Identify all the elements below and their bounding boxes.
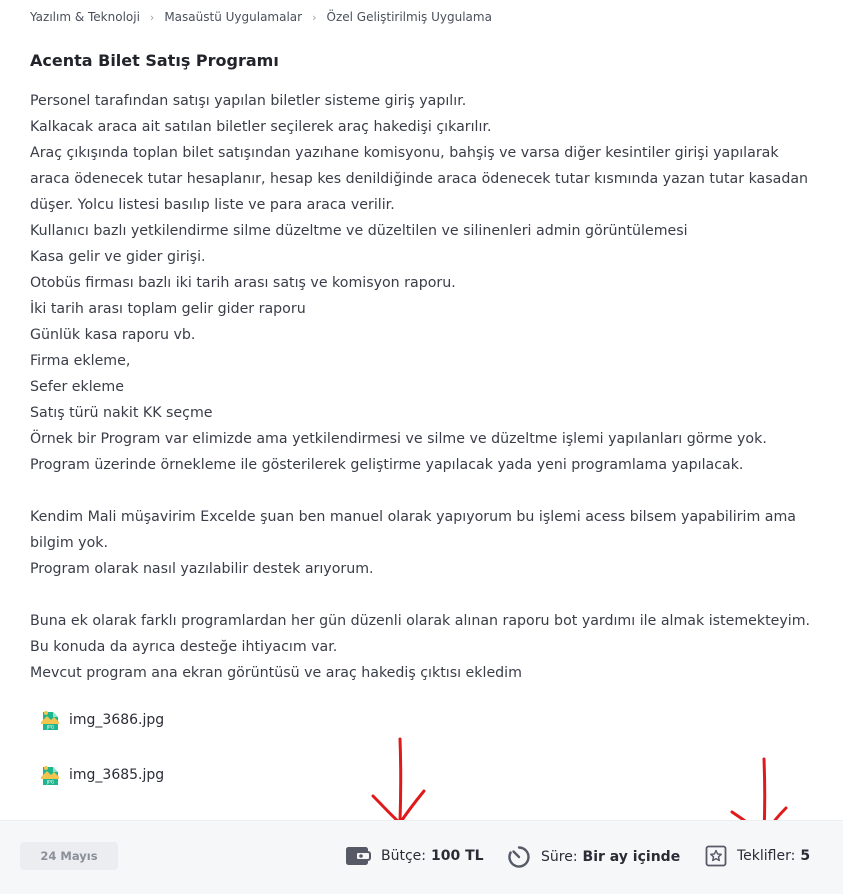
attachment-filename: img_3685.jpg (69, 767, 165, 783)
budget-label: Bütçe: (381, 848, 426, 864)
annotation-arrow-down-icon (368, 736, 430, 828)
svg-text:JPG: JPG (46, 780, 55, 786)
jpg-file-icon (39, 708, 61, 732)
breadcrumb-item-category[interactable]: Yazılım & Teknoloji (30, 10, 140, 24)
offers-label: Teklifler: (737, 848, 796, 864)
description-blank-line (30, 478, 820, 504)
attachment-filename: img_3686.jpg (69, 712, 165, 728)
description-line: Firma ekleme, (30, 353, 131, 369)
description-line: Araç çıkışında toplan bilet satışından yazıhane komisyonu, bahşiş ve varsa diğer kesintiler girişi yapılarak araca ödenecek tutar hesaplanır, hesap kes denildiğinde araca ödenecek tutar kısmında yazan tutar kasadan düşer. Yolcu listesi basılıp liste ve para araca verilir. (30, 145, 809, 213)
description-line: Örnek bir Program var elimizde ama yetkilendirmesi ve silme ve düzeltme işlemi yapılanları görme yok. (30, 431, 767, 447)
job-meta-footer (0, 820, 843, 894)
description-line: Kalkacak araca ait satılan biletler seçilerek araç hakedişi çıkarılır. (30, 119, 492, 135)
duration-label: Süre: (541, 849, 578, 865)
duration-value: Bir ay içinde (582, 849, 681, 865)
description-line: Buna ek olarak farklı programlardan her gün düzenli olarak alınan raporu bot yardımı ile almak istemekteyim. Bu konuda da ayrıca desteğe ihtiyacım var. (30, 613, 811, 655)
description-line: Kullanıcı bazlı yetkilendirme silme düzeltme ve düzeltilen ve silinenleri admin görüntülemesi (30, 223, 688, 239)
offers-info (705, 845, 810, 867)
chevron-right-icon: › (149, 10, 155, 24)
attachment-link[interactable] (39, 708, 164, 732)
description-line: Program olarak nasıl yazılabilir destek arıyorum. (30, 561, 374, 577)
description-line: Mevcut program ana ekran görüntüsü ve araç hakediş çıktısı ekledim (30, 665, 522, 681)
description-line: Personel tarafından satışı yapılan biletler sisteme giriş yapılır. (30, 93, 467, 109)
svg-text:JPG: JPG (46, 725, 55, 731)
breadcrumb (30, 10, 492, 24)
description-line: Sefer ekleme (30, 379, 124, 395)
timer-icon (507, 845, 531, 869)
jpg-file-icon (39, 763, 61, 787)
description-blank-line (30, 582, 820, 608)
star-square-icon (705, 845, 727, 867)
description-line: Satış türü nakit KK seçme (30, 405, 213, 421)
offers-value: 5 (800, 848, 811, 864)
breadcrumb-item-subcategory[interactable]: Masaüstü Uygulamalar (164, 10, 303, 24)
description-line: Program üzerinde örnekleme ile gösterilerek geliştirme yapılacak yada yeni programlama yapılacak. (30, 457, 744, 473)
job-description (30, 88, 820, 686)
budget-info (345, 845, 484, 867)
description-line: Otobüs firması bazlı iki tarih arası satış ve komisyon raporu. (30, 275, 456, 291)
wallet-icon (345, 845, 371, 867)
budget-value: 100 TL (431, 848, 484, 864)
description-line: Kendim Mali müşavirim Excelde şuan ben manuel olarak yapıyorum bu işlemi acess bilsem yapabilirim ama bilgim yok. (30, 509, 796, 551)
chevron-right-icon: › (312, 10, 317, 24)
page-title: Acenta Bilet Satış Programı (30, 51, 279, 70)
duration-info (507, 845, 680, 869)
description-line: Günlük kasa raporu vb. (30, 327, 196, 343)
description-line: Kasa gelir ve gider girişi. (30, 249, 206, 265)
attachment-link[interactable] (39, 763, 164, 787)
date-badge: 24 Mayıs (20, 842, 118, 870)
description-line: İki tarih arası toplam gelir gider raporu (30, 301, 306, 317)
breadcrumb-item-type[interactable]: Özel Geliştirilmiş Uygulama (326, 10, 492, 24)
